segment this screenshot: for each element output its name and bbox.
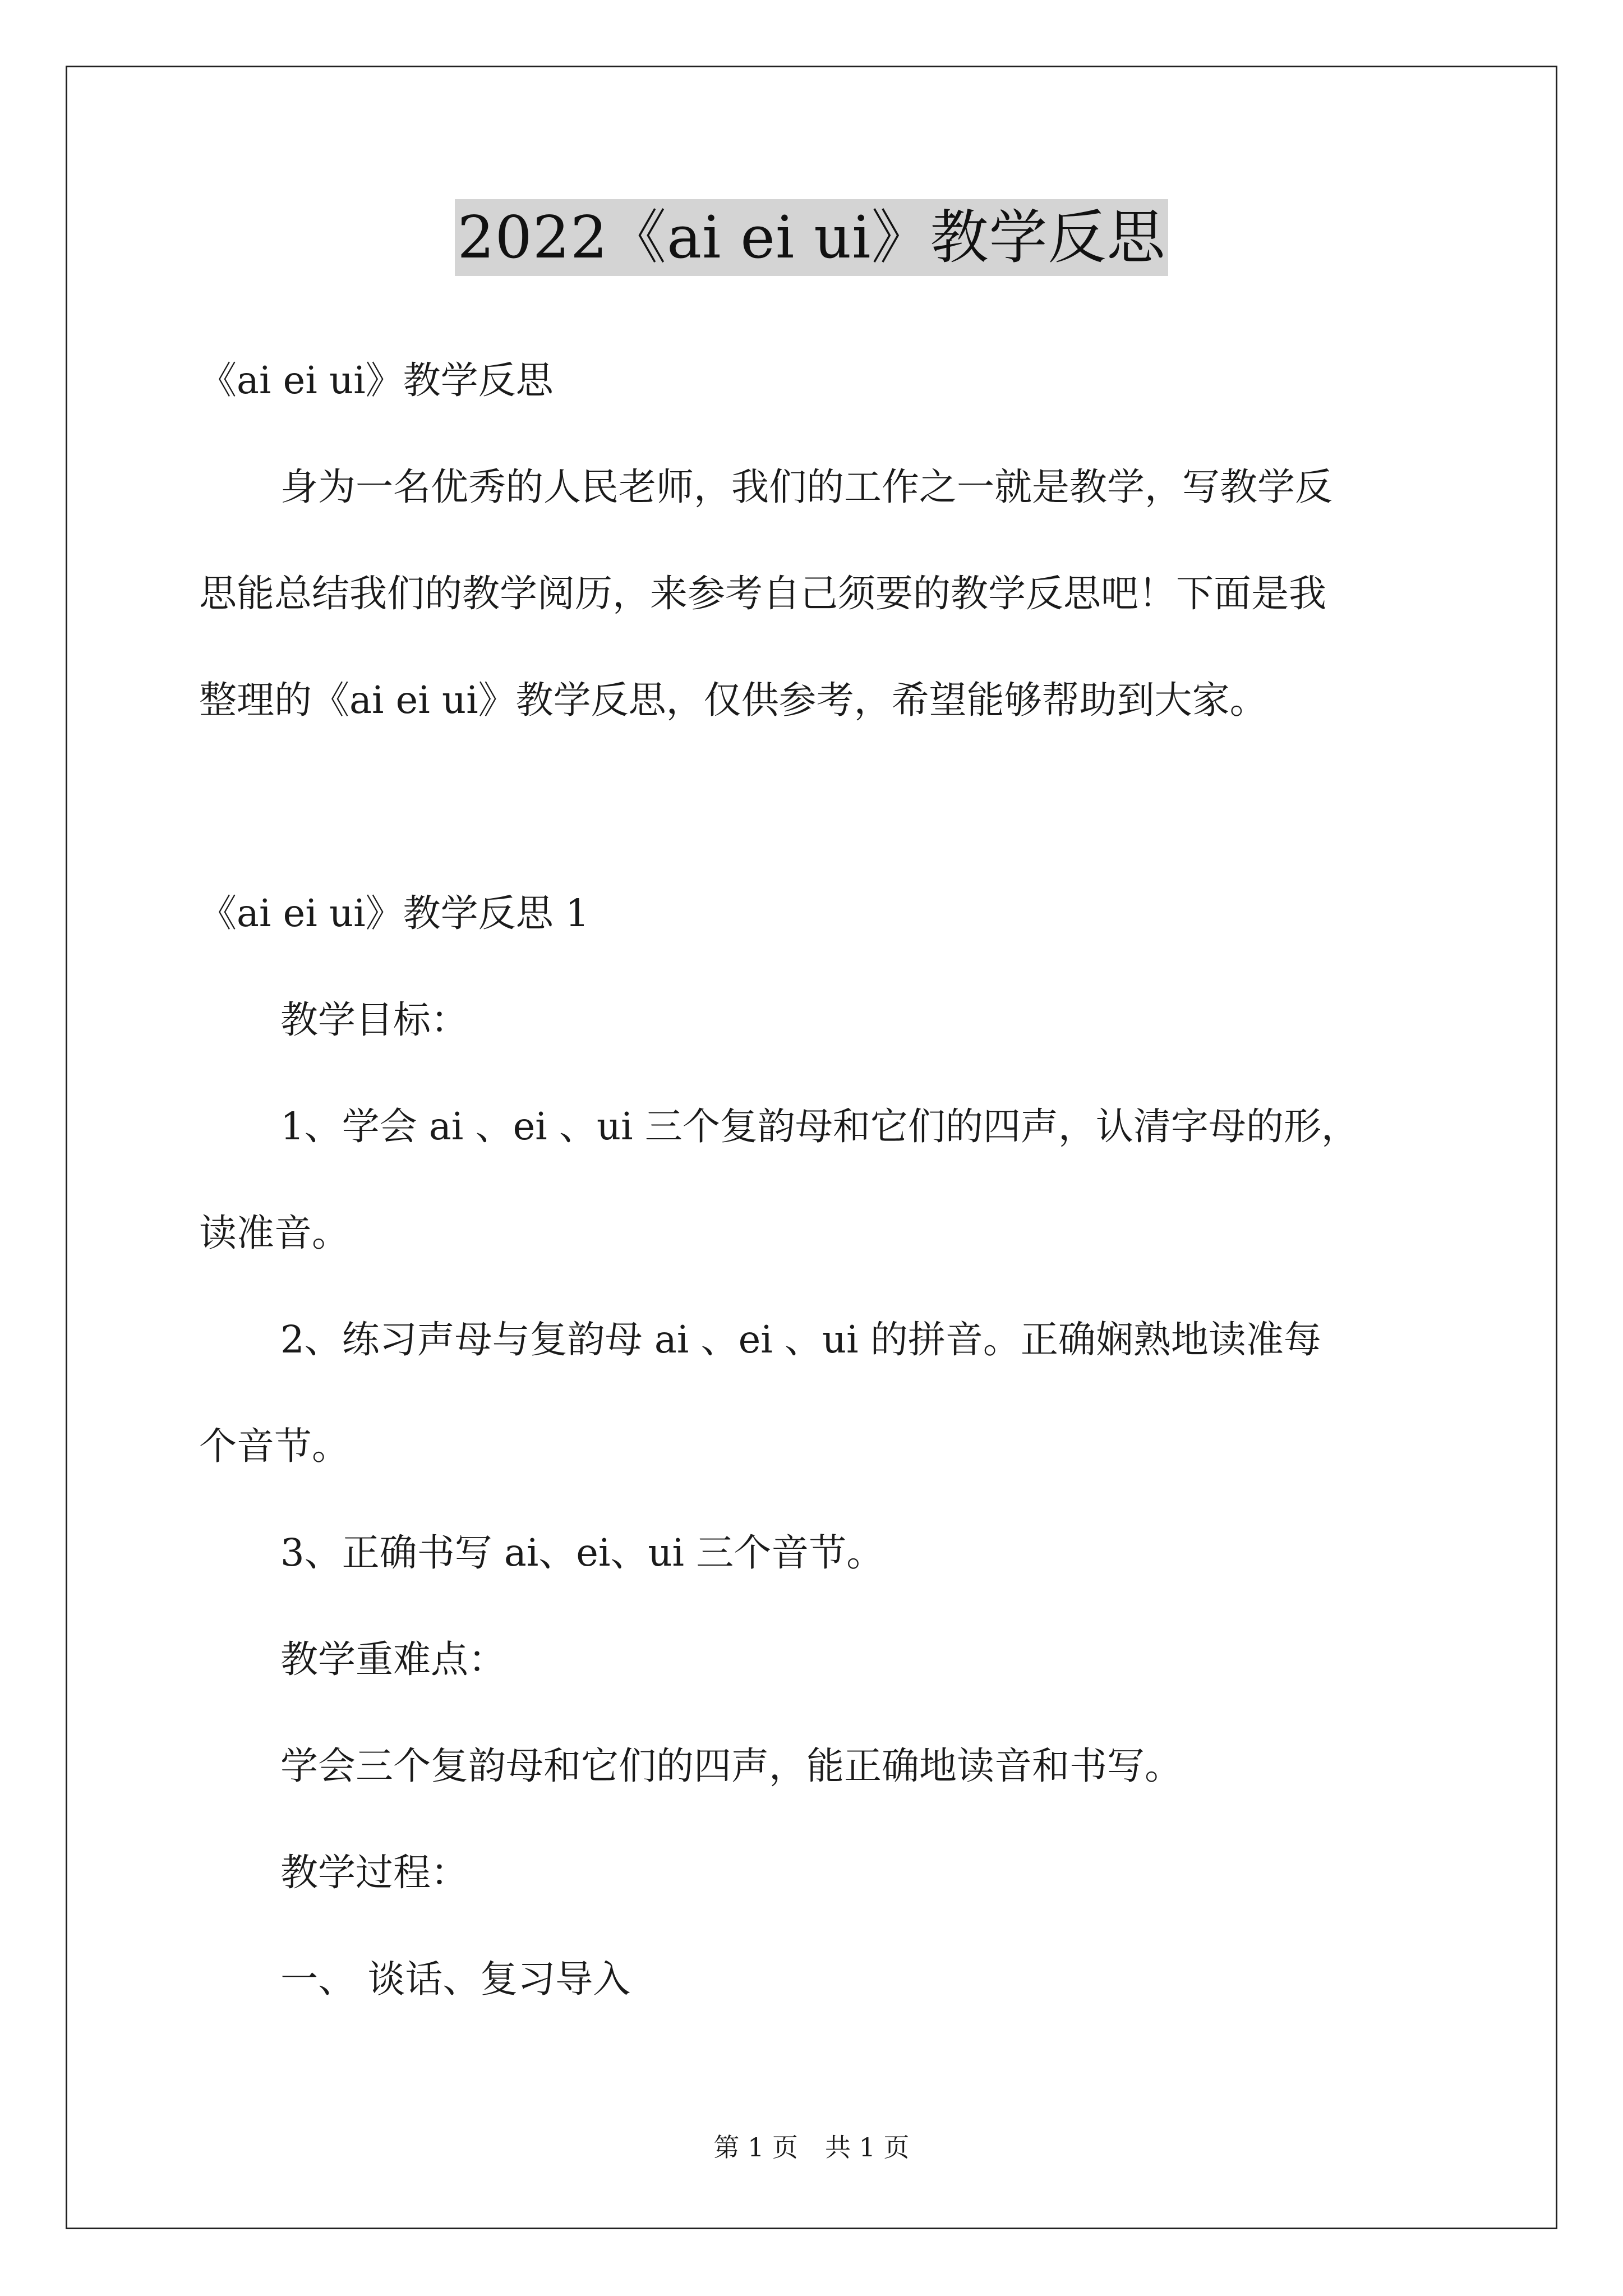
goals-label: 教学目标： bbox=[280, 998, 468, 1042]
page-number: 第 1 页 bbox=[713, 2132, 798, 2162]
title-container bbox=[0, 199, 1623, 276]
intro-line: 思能总结我们的教学阅历，来参考自己须要的教学反思吧！下面是我 bbox=[199, 572, 1326, 615]
page-total: 共 1 页 bbox=[825, 2132, 910, 2162]
goal-item-continued: 读准音。 bbox=[199, 1211, 349, 1255]
intro-line: 身为一名优秀的人民老师，我们的工作之一就是教学，写教学反 bbox=[280, 465, 1332, 509]
process-step: 一、 谈话、复习导入 bbox=[280, 1957, 631, 2001]
page-footer bbox=[0, 2134, 1623, 2160]
section-heading: 《ai ei ui》教学反思 1 bbox=[199, 891, 589, 935]
key-points-label: 教学重难点： bbox=[280, 1637, 506, 1681]
goal-item: 3、正确书写 ai、ei、ui 三个音节。 bbox=[280, 1531, 884, 1575]
goal-item: 2、练习声母与复韵母 ai 、ei 、ui 的拼音。正确娴熟地读准每 bbox=[280, 1318, 1321, 1361]
key-points-text: 学会三个复韵母和它们的四声，能正确地读音和书写。 bbox=[280, 1744, 1182, 1788]
intro-line: 整理的《ai ei ui》教学反思，仅供参考，希望能够帮助到大家。 bbox=[199, 678, 1267, 722]
goal-item: 1、学会 ai 、ei 、ui 三个复韵母和它们的四声，认清字母的形， bbox=[280, 1105, 1359, 1148]
goal-item-continued: 个音节。 bbox=[199, 1424, 349, 1468]
process-label: 教学过程： bbox=[280, 1851, 468, 1894]
document-title: 2022《ai ei ui》教学反思 bbox=[455, 199, 1168, 276]
document-subtitle: 《ai ei ui》教学反思 bbox=[199, 358, 554, 402]
